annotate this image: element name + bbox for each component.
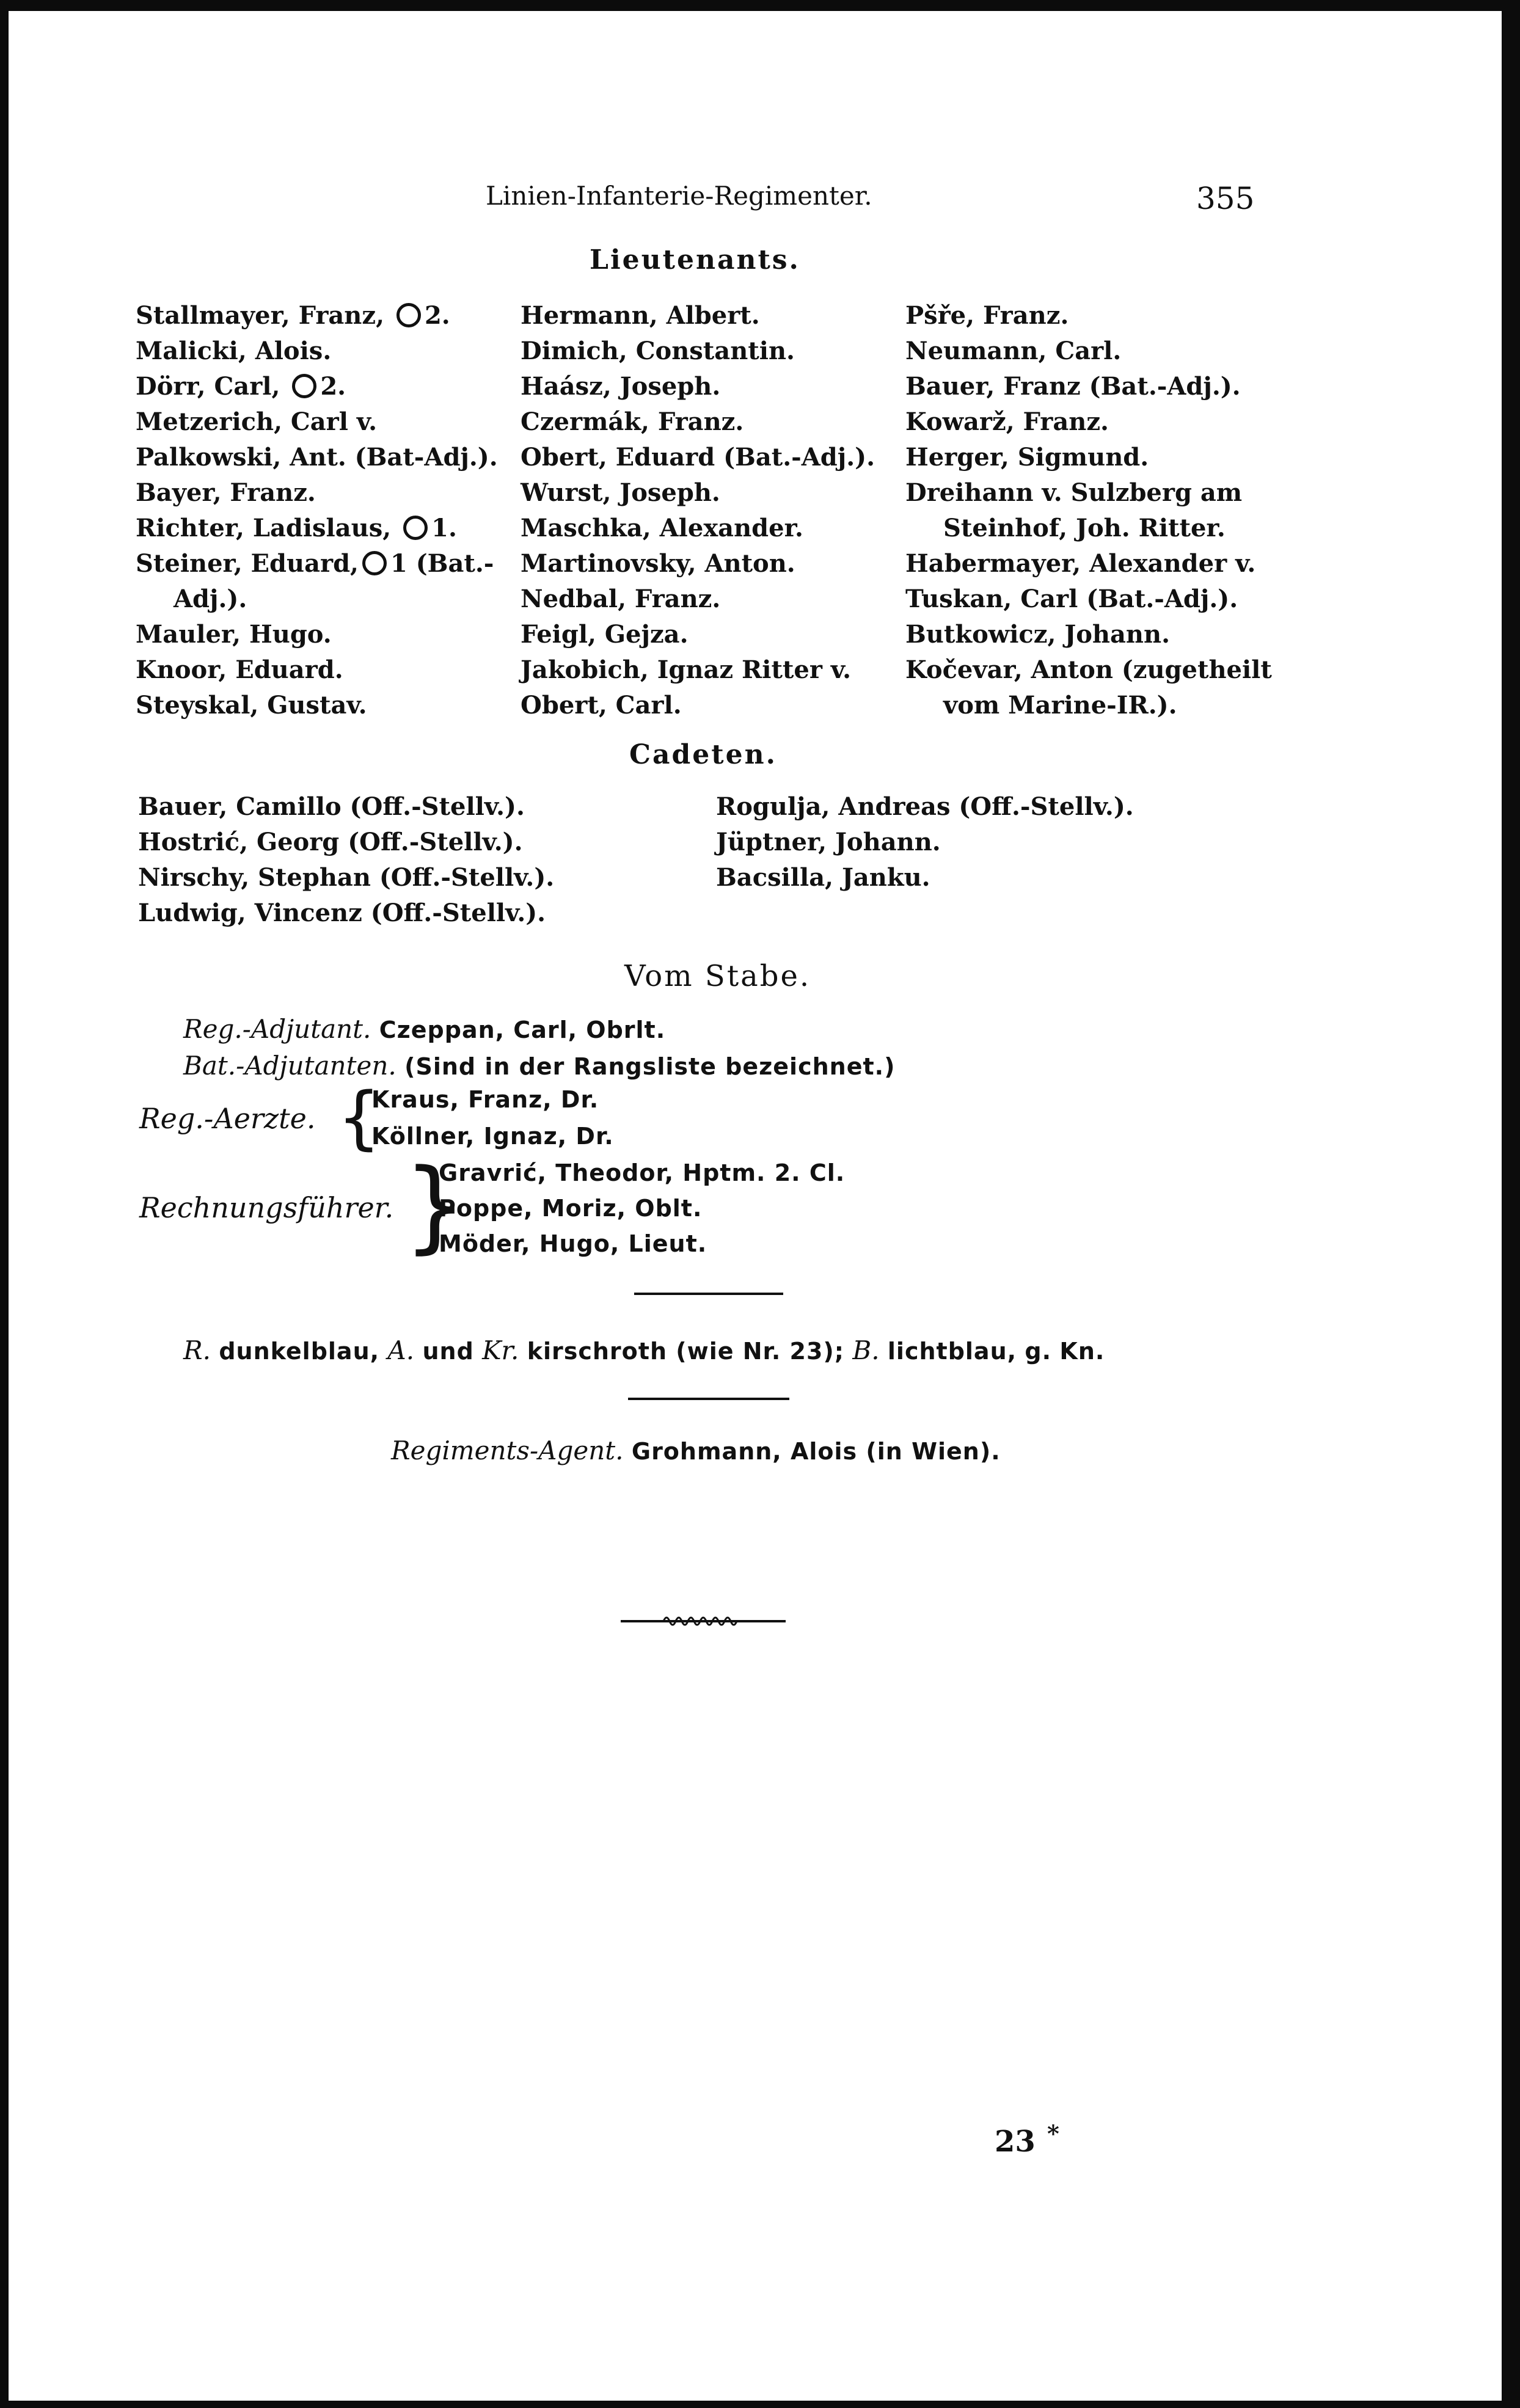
running-title: Linien-Infanterie-Regimenter. bbox=[486, 181, 872, 211]
uniform-r-label: R. bbox=[183, 1335, 211, 1365]
list-item: Nedbal, Franz. bbox=[521, 585, 721, 613]
list-item: Dreihann v. Sulzberg am bbox=[905, 478, 1243, 507]
list-item: Obert, Carl. bbox=[521, 691, 682, 720]
list-item: Habermayer, Alexander v. bbox=[905, 549, 1256, 578]
list-item: Jüptner, Johann. bbox=[716, 828, 941, 856]
list-item: Nirschy, Stephan (Off.-Stellv.). bbox=[138, 863, 555, 892]
bat-adjutanten-row bbox=[183, 1051, 895, 1081]
list-item: Kočevar, Anton (zugetheilt bbox=[905, 655, 1272, 684]
bat-adjutanten-label: Bat.-Adjutanten. bbox=[183, 1051, 396, 1081]
list-item: Bauer, Camillo (Off.-Stellv.). bbox=[138, 792, 525, 821]
list-item: Bacsilla, Janku. bbox=[716, 863, 930, 892]
divider bbox=[628, 1398, 789, 1400]
list-item: Hermann, Albert. bbox=[521, 301, 760, 330]
reg-aerzte-label: Reg.-Aerzte. bbox=[139, 1102, 316, 1135]
scan-border-top bbox=[0, 0, 1520, 11]
list-item: Bauer, Franz (Bat.-Adj.). bbox=[905, 372, 1241, 401]
reg-aerzt-1: Kraus, Franz, Dr. bbox=[371, 1086, 599, 1113]
uniform-line bbox=[183, 1335, 1105, 1365]
list-item: Pšře, Franz. bbox=[905, 301, 1069, 330]
uniform-g-label: g. bbox=[1025, 1338, 1052, 1365]
list-item: Herger, Sigmund. bbox=[905, 443, 1149, 472]
circle-icon bbox=[396, 303, 421, 327]
uniform-kr-label: Kr. bbox=[482, 1335, 519, 1365]
scan-border-left bbox=[0, 0, 9, 2408]
list-item: Czermák, Franz. bbox=[521, 407, 744, 436]
lieutenants-column-3 bbox=[905, 298, 1272, 723]
rechnungsfuehrer-3: Möder, Hugo, Lieut. bbox=[439, 1230, 707, 1257]
reg-aerzt-2: Köllner, Ignaz, Dr. bbox=[371, 1123, 614, 1150]
bat-adjutanten-value: (Sind in der Rangsliste bezeichnet.) bbox=[404, 1053, 896, 1080]
lieutenants-title: Lieutenants. bbox=[590, 244, 800, 275]
signature-mark: 23 bbox=[995, 2125, 1036, 2159]
list-item-continuation: vom Marine-IR.). bbox=[943, 691, 1177, 720]
reg-adjutant-row bbox=[183, 1014, 665, 1044]
agent-label: Regiments-Agent. bbox=[391, 1436, 624, 1465]
list-item: Metzerich, Carl v. bbox=[136, 407, 378, 436]
page-number: 355 bbox=[1196, 181, 1255, 216]
circle-icon bbox=[403, 516, 428, 540]
agent-line bbox=[391, 1436, 1001, 1465]
list-item: Jakobich, Ignaz Ritter v. bbox=[521, 655, 851, 684]
list-item: Haász, Joseph. bbox=[521, 372, 721, 401]
list-item-continuation: Steinhof, Joh. Ritter. bbox=[943, 514, 1226, 542]
list-item: Feigl, Gejza. bbox=[521, 620, 689, 649]
uniform-a-label: A. bbox=[387, 1335, 415, 1365]
list-item: Stallmayer, Franz, 2. bbox=[136, 301, 450, 330]
ornamental-rule bbox=[621, 1610, 786, 1629]
list-item: Steyskal, Gustav. bbox=[136, 691, 367, 720]
rechnungsfuehrer-1: Gravrić, Theodor, Hptm. 2. Cl. bbox=[439, 1159, 846, 1186]
asterisk-mark: * bbox=[1047, 2120, 1059, 2147]
scan-border-bottom bbox=[0, 2401, 1520, 2408]
uniform-r-value: dunkelblau, bbox=[219, 1338, 380, 1365]
list-item: Maschka, Alexander. bbox=[521, 514, 803, 542]
list-item: Malicki, Alois. bbox=[136, 337, 332, 365]
list-item: Kowarž, Franz. bbox=[905, 407, 1109, 436]
list-item: Butkowicz, Johann. bbox=[905, 620, 1171, 649]
curly-brace-icon: { bbox=[337, 1078, 381, 1158]
curly-brace-icon: } bbox=[403, 1147, 467, 1264]
list-item-continuation: Adj.). bbox=[174, 585, 247, 613]
circle-icon bbox=[292, 374, 316, 398]
list-item: Dörr, Carl, 2. bbox=[136, 372, 346, 401]
list-item: Obert, Eduard (Bat.-Adj.). bbox=[521, 443, 875, 472]
list-item: Tuskan, Carl (Bat.-Adj.). bbox=[905, 585, 1238, 613]
list-item: Neumann, Carl. bbox=[905, 337, 1122, 365]
list-item: Knoor, Eduard. bbox=[136, 655, 343, 684]
uniform-kn-label: Kn. bbox=[1059, 1338, 1105, 1365]
list-item: Wurst, Joseph. bbox=[521, 478, 720, 507]
list-item: Bayer, Franz. bbox=[136, 478, 316, 507]
rechnungsfuehrer-2: Poppe, Moriz, Oblt. bbox=[439, 1195, 703, 1222]
staff-title: Vom Stabe. bbox=[624, 959, 811, 993]
cadets-right-column bbox=[716, 789, 1134, 896]
lieutenants-column-1 bbox=[136, 298, 498, 723]
lieutenants-column-2 bbox=[521, 298, 875, 723]
circle-icon bbox=[362, 551, 387, 575]
agent-value: Grohmann, Alois (in Wien). bbox=[631, 1438, 1001, 1465]
uniform-b-label: B. bbox=[852, 1335, 880, 1365]
reg-adjutant-label: Reg.-Adjutant. bbox=[183, 1014, 371, 1044]
list-item: Martinovsky, Anton. bbox=[521, 549, 795, 578]
uniform-b-value: lichtblau, bbox=[887, 1338, 1017, 1365]
list-item: Dimich, Constantin. bbox=[521, 337, 795, 365]
reg-adjutant-value: Czeppan, Carl, Obrlt. bbox=[379, 1016, 666, 1043]
rechnungsfuehrer-label: Rechnungsführer. bbox=[139, 1191, 394, 1224]
list-item: Mauler, Hugo. bbox=[136, 620, 332, 649]
cadets-left-column bbox=[138, 789, 554, 931]
scan-border-right bbox=[1502, 0, 1520, 2408]
list-item: Ludwig, Vincenz (Off.-Stellv.). bbox=[138, 899, 546, 927]
cadets-title: Cadeten. bbox=[629, 739, 777, 770]
uniform-kr-value: kirschroth (wie Nr. 23); bbox=[527, 1338, 844, 1365]
list-item: Richter, Ladislaus, 1. bbox=[136, 514, 457, 542]
list-item: Steiner, Eduard, 1 (Bat.- bbox=[136, 549, 494, 578]
divider bbox=[634, 1293, 783, 1295]
list-item: Hostrić, Georg (Off.-Stellv.). bbox=[138, 828, 523, 856]
list-item: Rogulja, Andreas (Off.-Stellv.). bbox=[716, 792, 1134, 821]
uniform-und: und bbox=[422, 1338, 474, 1365]
list-item: Palkowski, Ant. (Bat-Adj.). bbox=[136, 443, 498, 472]
